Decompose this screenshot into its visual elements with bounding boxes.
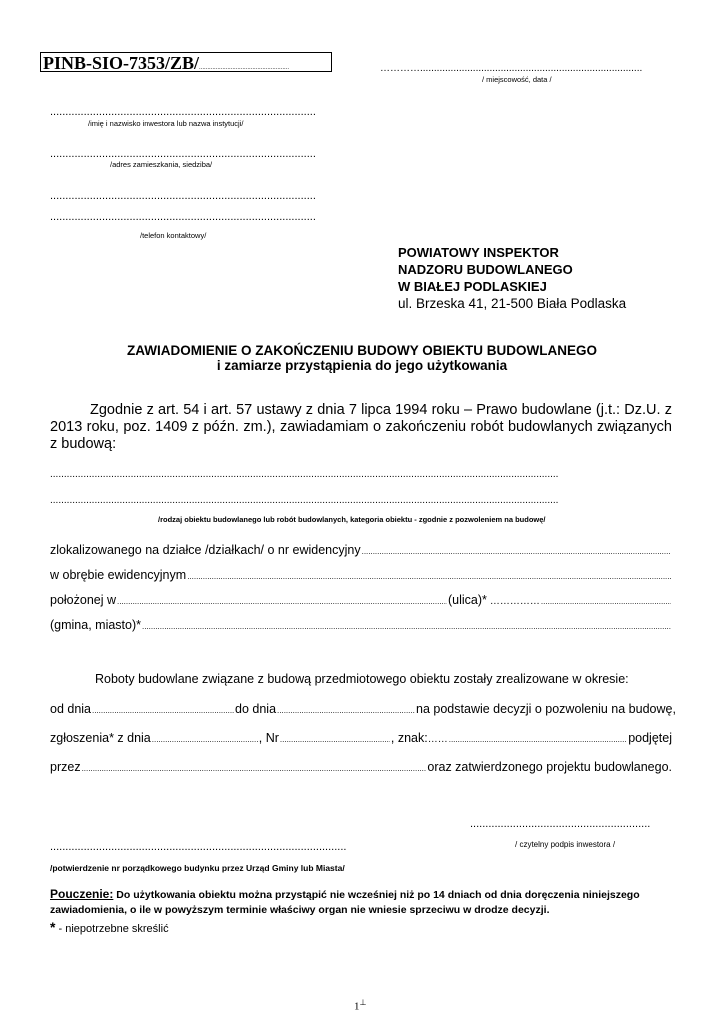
dates-row	[50, 702, 676, 716]
asterisk-text: - niepotrzebne skreślić	[58, 923, 169, 935]
investor-name-label: /imię i nazwisko inwestora lub nazwa instytucji/	[88, 119, 244, 128]
intro-paragraph: Zgodnie z art. 54 i art. 57 ustawy z dnia 7 lipca 1994 roku – Prawo budowlane (j.t.: Dz.U. z 2013 roku, poz. 1409 z późn. zm.), zawiadamiam o zakończeniu robót budowlanych związanych z budową:	[50, 402, 672, 452]
plot-row	[50, 543, 672, 557]
district-row	[50, 568, 672, 582]
street-label: (ulica)*	[448, 593, 487, 607]
plot-label: zlokalizowanego na działce /działkach/ o nr ewidencyjny	[50, 543, 361, 557]
plot-field[interactable]	[362, 547, 671, 556]
located-row	[50, 593, 672, 607]
approved-label: oraz zatwierdzonego projektu budowlanego.	[427, 760, 672, 774]
place-date-label: / miejscowość, data /	[482, 75, 552, 84]
notice-heading: Pouczenie:	[50, 887, 114, 901]
confirmation-label: /potwierdzenie nr porządkowego budynku przez Urząd Gminy lub Miasta/	[50, 863, 345, 873]
page-mark: ⊥	[359, 998, 367, 1007]
recipient-line1: POWIATOWY INSPEKTOR	[398, 245, 559, 260]
recipient-line3: W BIAŁEJ PODLASKIEJ	[398, 279, 547, 294]
asterisk-note	[50, 919, 169, 935]
object-field-1[interactable]: .......................................................................................................................................................................................	[50, 469, 559, 480]
sign-dots-prefix: ……	[427, 734, 448, 745]
period-intro: Roboty budowlane związane z budową przedmiotowego obiektu zostały zrealizowane w okresie:	[95, 672, 629, 686]
issuer-row	[50, 760, 672, 774]
investor-signature-field[interactable]: ...........................................................	[470, 818, 651, 830]
from-label: od dnia	[50, 702, 92, 716]
investor-address-label: /adres zamieszkania, siedziba/	[110, 160, 213, 169]
by-label: przez	[50, 760, 81, 774]
object-field-2[interactable]: .......................................................................................................................................................................................	[50, 495, 559, 506]
commune-row	[50, 618, 672, 632]
commune-label: (gmina, miasto)*	[50, 618, 141, 632]
investor-address-field[interactable]: .......................................................................................	[50, 148, 316, 160]
basis-label: na podstawie decyzji o pozwoleniu na budowę,	[416, 702, 676, 716]
sign-label: , znak:	[390, 731, 428, 745]
investor-signature-label: / czytelny podpis inwestora /	[515, 840, 616, 849]
confirmation-field[interactable]: .................................................................................................	[50, 841, 347, 853]
nr-label: , Nr	[258, 731, 279, 745]
issued-label: podjętej	[628, 731, 672, 745]
notification-date-field[interactable]	[152, 735, 258, 744]
notification-label: zgłoszenia* z dnia	[50, 731, 151, 745]
commune-field[interactable]	[142, 622, 671, 631]
notice	[50, 887, 674, 918]
from-date-field[interactable]	[92, 706, 234, 715]
to-label: do dnia	[235, 702, 277, 716]
case-number-dots: ......................................................	[199, 65, 290, 71]
street-field[interactable]	[541, 597, 671, 606]
case-number-box	[40, 52, 332, 72]
investor-phone-field[interactable]: .......................................................................................	[50, 211, 316, 223]
issuer-field[interactable]	[82, 764, 427, 773]
object-label: /rodzaj obiektu budowlanego lub robót budowlanych, kategoria obiektu - zgodnie z pozwoleniem na budowę/	[158, 515, 546, 524]
page-number	[354, 998, 366, 1013]
page-number-value: 1	[354, 1000, 360, 1013]
investor-phone-label: /telefon kontaktowy/	[140, 231, 207, 240]
district-field[interactable]	[187, 572, 671, 581]
to-date-field[interactable]	[277, 706, 415, 715]
located-label: położonej w	[50, 593, 117, 607]
place-date-field[interactable]: …………................................................................................	[380, 63, 643, 74]
street-dots-prefix: ……………	[489, 596, 540, 607]
investor-extra-field[interactable]: .......................................................................................	[50, 190, 316, 202]
document-title: ZAWIADOMIENIE O ZAKOŃCZENIU BUDOWY OBIEKTU BUDOWLANEGO	[127, 343, 597, 358]
located-field[interactable]	[117, 597, 447, 606]
investor-name-field[interactable]: .......................................................................................	[50, 106, 316, 118]
asterisk-mark: *	[50, 919, 56, 935]
document-subtitle: i zamiarze przystąpienia do jego użytkowania	[216, 358, 508, 373]
district-label: w obrębie ewidencyjnym	[50, 568, 187, 582]
sign-field[interactable]	[449, 735, 627, 744]
notice-text: Do użytkowania obiektu można przystąpić nie wcześniej niż po 14 dniach od dnia doręczenia niniejszego zawiadomienia, o ile w powyższym terminie właściwy organ nie wniesie sprzeciwu w drodze decyzji.	[50, 889, 640, 916]
nr-field[interactable]	[280, 735, 390, 744]
notification-row	[50, 731, 672, 745]
recipient-line2: NADZORU BUDOWLANEGO	[398, 262, 573, 277]
case-number: PINB-SIO-7353/ZB/	[43, 53, 200, 73]
recipient-address: ul. Brzeska 41, 21-500 Biała Podlaska	[398, 296, 627, 311]
